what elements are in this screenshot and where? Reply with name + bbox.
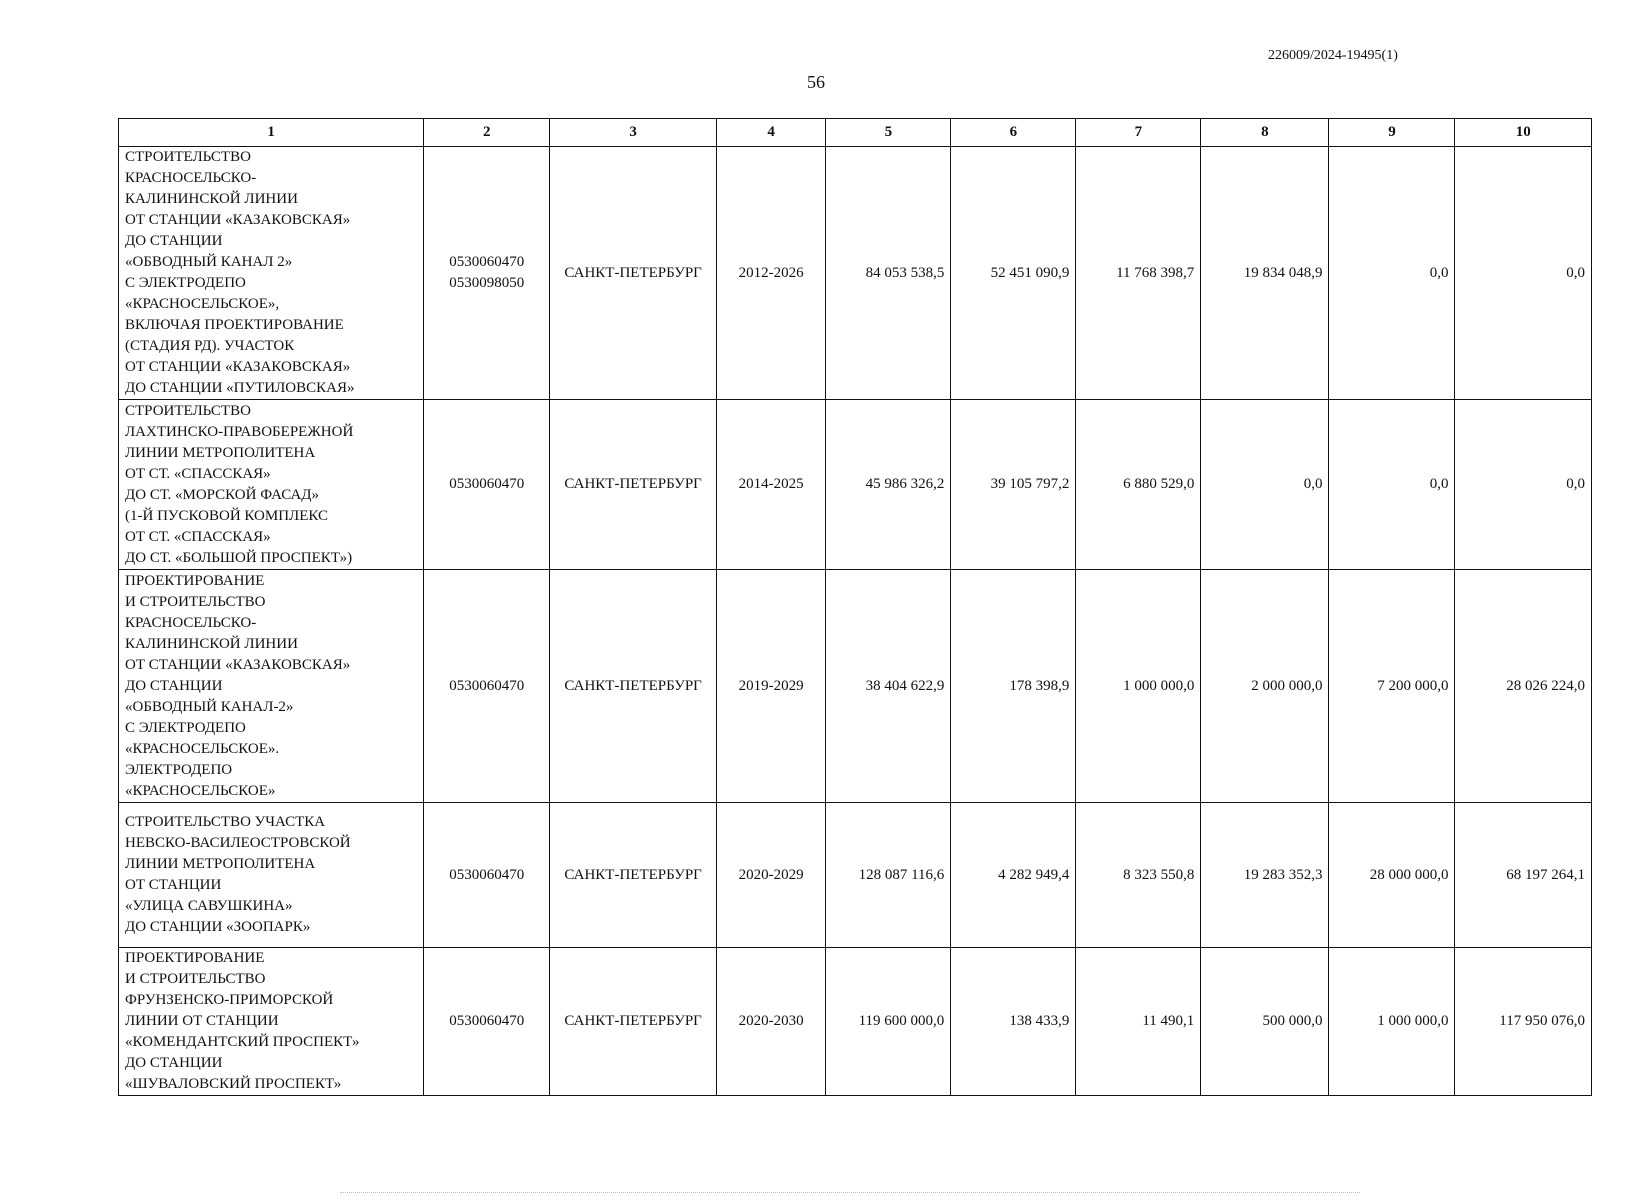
region-cell: САНКТ-ПЕТЕРБУРГ [550,948,717,1096]
table-row [119,803,1592,948]
project-name: СТРОИТЕЛЬСТВО КРАСНОСЕЛЬСКО- КАЛИНИНСКОЙ ЛИНИИ ОТ СТАНЦИИ «КАЗАКОВСКАЯ» ДО СТАНЦИИ «ОБВОДНЫЙ КАНАЛ 2» С ЭЛЕКТРОДЕПО «КРАСНОСЕЛЬСКОЕ», ВКЛЮЧАЯ ПРОЕКТИРОВАНИЕ (СТАДИЯ РД). УЧАСТОК ОТ СТАНЦИИ «КАЗАКОВСКАЯ» ДО СТАНЦИИ «ПУТИЛОВСКАЯ» [119,147,424,400]
project-name: СТРОИТЕЛЬСТВО УЧАСТКА НЕВСКО-ВАСИЛЕОСТРОВСКОЙ ЛИНИИ МЕТРОПОЛИТЕНА ОТ СТАНЦИИ «УЛИЦА САВУШКИНА» ДО СТАНЦИИ «ЗООПАРК» [119,803,424,948]
value-col-6: 178 398,9 [951,570,1076,803]
project-name: ПРОЕКТИРОВАНИЕ И СТРОИТЕЛЬСТВО ФРУНЗЕНСКО-ПРИМОРСКОЙ ЛИНИИ ОТ СТАНЦИИ «КОМЕНДАНТСКИЙ ПРОСПЕКТ» ДО СТАНЦИИ «ШУВАЛОВСКИЙ ПРОСПЕКТ» [119,948,424,1096]
column-header-1: 1 [119,119,424,147]
table-body [119,147,1592,1096]
project-name: СТРОИТЕЛЬСТВО ЛАХТИНСКО-ПРАВОБЕРЕЖНОЙ ЛИНИИ МЕТРОПОЛИТЕНА ОТ СТ. «СПАССКАЯ» ДО СТ. «МОРСКОЙ ФАСАД» (1-Й ПУСКОВОЙ КОМПЛЕКС ОТ СТ. «СПАССКАЯ» ДО СТ. «БОЛЬШОЙ ПРОСПЕКТ») [119,400,424,570]
value-col-6: 52 451 090,9 [951,147,1076,400]
period-cell: 2020-2029 [716,803,825,948]
value-col-7: 6 880 529,0 [1076,400,1201,570]
region-cell: САНКТ-ПЕТЕРБУРГ [550,570,717,803]
value-col-7: 11 768 398,7 [1076,147,1201,400]
column-header-10: 10 [1455,119,1592,147]
region-cell: САНКТ-ПЕТЕРБУРГ [550,147,717,400]
value-col-8: 19 834 048,9 [1201,147,1329,400]
value-col-9: 0,0 [1329,147,1455,400]
column-header-9: 9 [1329,119,1455,147]
value-col-8: 19 283 352,3 [1201,803,1329,948]
value-col-10: 68 197 264,1 [1455,803,1592,948]
value-col-9: 0,0 [1329,400,1455,570]
column-header-5: 5 [826,119,951,147]
budget-code: 0530060470 [424,570,550,803]
footer-rule [340,1192,1360,1194]
period-cell: 2020-2030 [716,948,825,1096]
table-row [119,147,1592,400]
table-header [119,119,1592,147]
value-col-10: 117 950 076,0 [1455,948,1592,1096]
value-col-6: 39 105 797,2 [951,400,1076,570]
value-col-8: 2 000 000,0 [1201,570,1329,803]
column-header-6: 6 [951,119,1076,147]
budget-code: 0530060470 [424,400,550,570]
period-cell: 2012-2026 [716,147,825,400]
value-col-10: 28 026 224,0 [1455,570,1592,803]
value-col-10: 0,0 [1455,147,1592,400]
value-col-5: 45 986 326,2 [826,400,951,570]
region-cell: САНКТ-ПЕТЕРБУРГ [550,803,717,948]
table-row [119,400,1592,570]
value-col-9: 7 200 000,0 [1329,570,1455,803]
value-col-5: 38 404 622,9 [826,570,951,803]
column-header-3: 3 [550,119,717,147]
header-row [119,119,1592,147]
value-col-9: 28 000 000,0 [1329,803,1455,948]
value-col-5: 84 053 538,5 [826,147,951,400]
value-col-8: 0,0 [1201,400,1329,570]
budget-code: 0530060470 [424,803,550,948]
column-header-7: 7 [1076,119,1201,147]
value-col-5: 128 087 116,6 [826,803,951,948]
table-row [119,948,1592,1096]
budget-code: 0530060470 [424,948,550,1096]
value-col-5: 119 600 000,0 [826,948,951,1096]
region-cell: САНКТ-ПЕТЕРБУРГ [550,400,717,570]
value-col-6: 4 282 949,4 [951,803,1076,948]
value-col-7: 11 490,1 [1076,948,1201,1096]
column-header-4: 4 [716,119,825,147]
table-row [119,570,1592,803]
page-number: 56 [807,72,825,92]
value-col-7: 1 000 000,0 [1076,570,1201,803]
document-code: 226009/2024-19495(1) [1268,48,1398,63]
project-name: ПРОЕКТИРОВАНИЕ И СТРОИТЕЛЬСТВО КРАСНОСЕЛЬСКО- КАЛИНИНСКОЙ ЛИНИИ ОТ СТАНЦИИ «КАЗАКОВСКАЯ» ДО СТАНЦИИ «ОБВОДНЫЙ КАНАЛ-2» С ЭЛЕКТРОДЕПО «КРАСНОСЕЛЬСКОЕ». ЭЛЕКТРОДЕПО «КРАСНОСЕЛЬСКОЕ» [119,570,424,803]
value-col-8: 500 000,0 [1201,948,1329,1096]
value-col-10: 0,0 [1455,400,1592,570]
column-header-8: 8 [1201,119,1329,147]
value-col-7: 8 323 550,8 [1076,803,1201,948]
data-table [118,118,1592,1096]
budget-code: 0530060470 0530098050 [424,147,550,400]
value-col-6: 138 433,9 [951,948,1076,1096]
period-cell: 2014-2025 [716,400,825,570]
period-cell: 2019-2029 [716,570,825,803]
column-header-2: 2 [424,119,550,147]
value-col-9: 1 000 000,0 [1329,948,1455,1096]
